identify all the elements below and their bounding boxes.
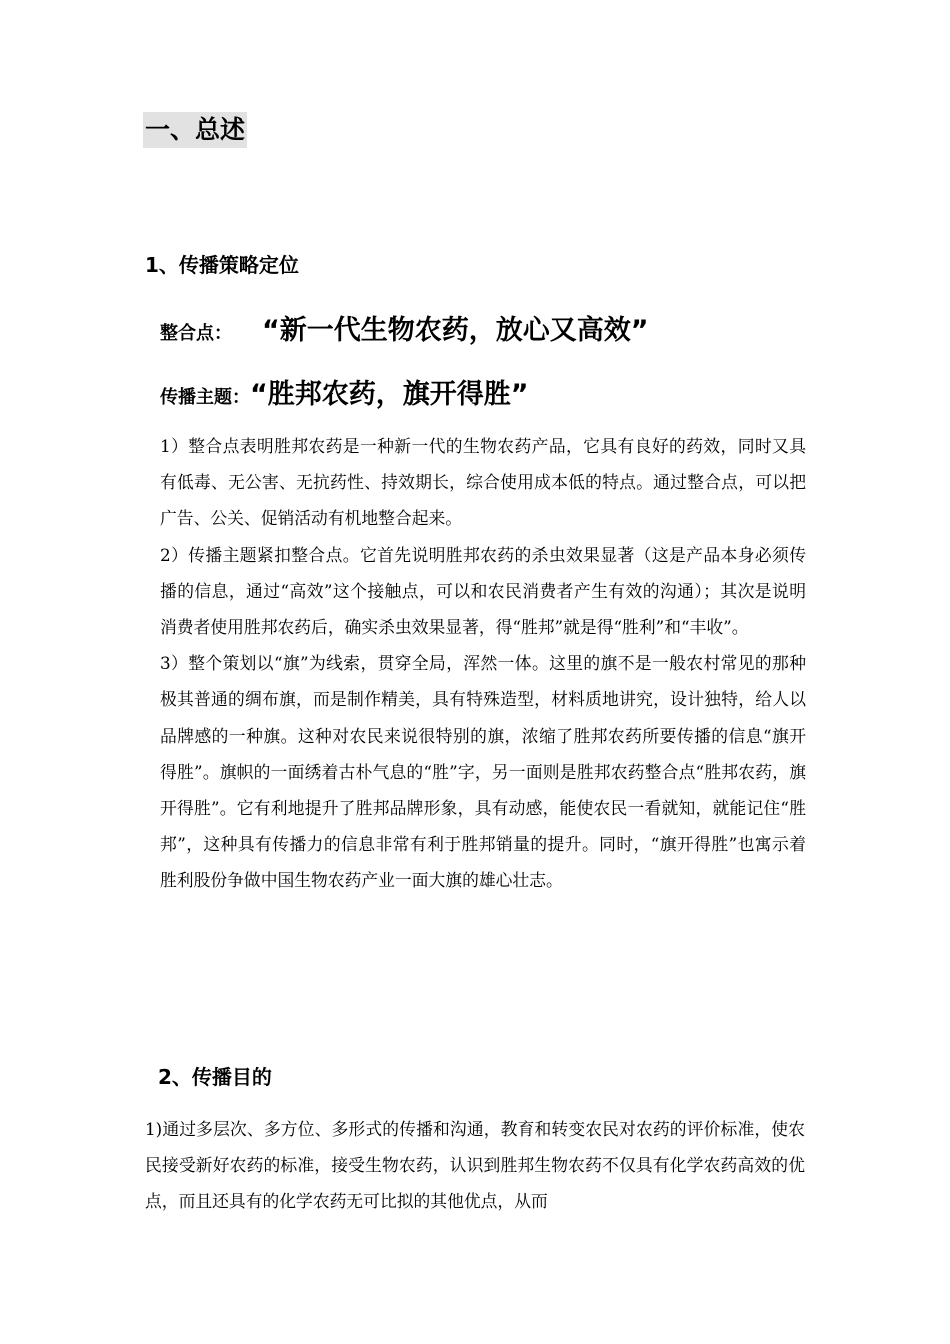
paragraph-1: 1）整合点表明胜邦农药是一种新一代的生物农药产品，它具有良好的药效，同时又具有低毒、无公害、无抗药性、持效期长，综合使用成本低的特点。通过整合点，可以把广告、公关、促销活动有机地整合起来。 [160, 436, 806, 529]
section-1-title: 1、传播策略定位 [145, 253, 299, 277]
theme-value: “胜邦农药，旗开得胜” [250, 379, 529, 410]
theme-label: 传播主题： [160, 387, 250, 408]
paragraph-2: 2）传播主题紧扣整合点。它首先说明胜邦农药的杀虫效果显著（这是产品本身必须传播的信息，通过“高效”这个接触点，可以和农民消费者产生有效的沟通）；其次是说明消费者使用胜邦农药后，确实杀虫效果显著，得“胜邦”就是得“胜利”和“丰收”。 [160, 544, 806, 638]
integration-point-row [160, 308, 649, 347]
paragraph-3: 3）整个策划以“旗”为线索，贯穿全局，浑然一体。这里的旗不是一般农村常见的那种极其普通的绸布旗，而是制作精美，具有特殊造型，材料质地讲究，设计独特，给人以品牌感的一种旗。这种对农民来说很特别的旗，浓缩了胜邦农药所要传播的信息“旗开得胜”。旗帜的一面绣着古朴气息的“胜”字，另一面则是胜邦农药整合点“胜邦农药，旗开得胜”。它有利地提升了胜邦品牌形象，具有动感，能使农民一看就知，就能记住“胜邦”，这种具有传播力的信息非常有利于胜邦销量的提升。同时，“旗开得胜”也寓示着胜利股份争做中国生物农药产业一面大旗的雄心壮志。 [160, 653, 806, 891]
integration-point-label: 整合点： [160, 323, 232, 344]
section-2-title: 2、传播目的 [158, 1065, 272, 1089]
main-heading: 一、总述 [143, 112, 247, 148]
theme-row [160, 372, 529, 411]
section-2-paragraph: 1)通过多层次、多方位、多形式的传播和沟通，教育和转变农民对农药的评价标准，使农民接受新好农药的标准，接受生物农药，认识到胜邦生物农药不仅具有化学农药高效的优点，而且还具有的化学农药无可比拟的其他优点，从而 [145, 1119, 805, 1212]
integration-point-value: “新一代生物农药，放心又高效” [262, 315, 649, 346]
section-1-body [160, 428, 806, 899]
